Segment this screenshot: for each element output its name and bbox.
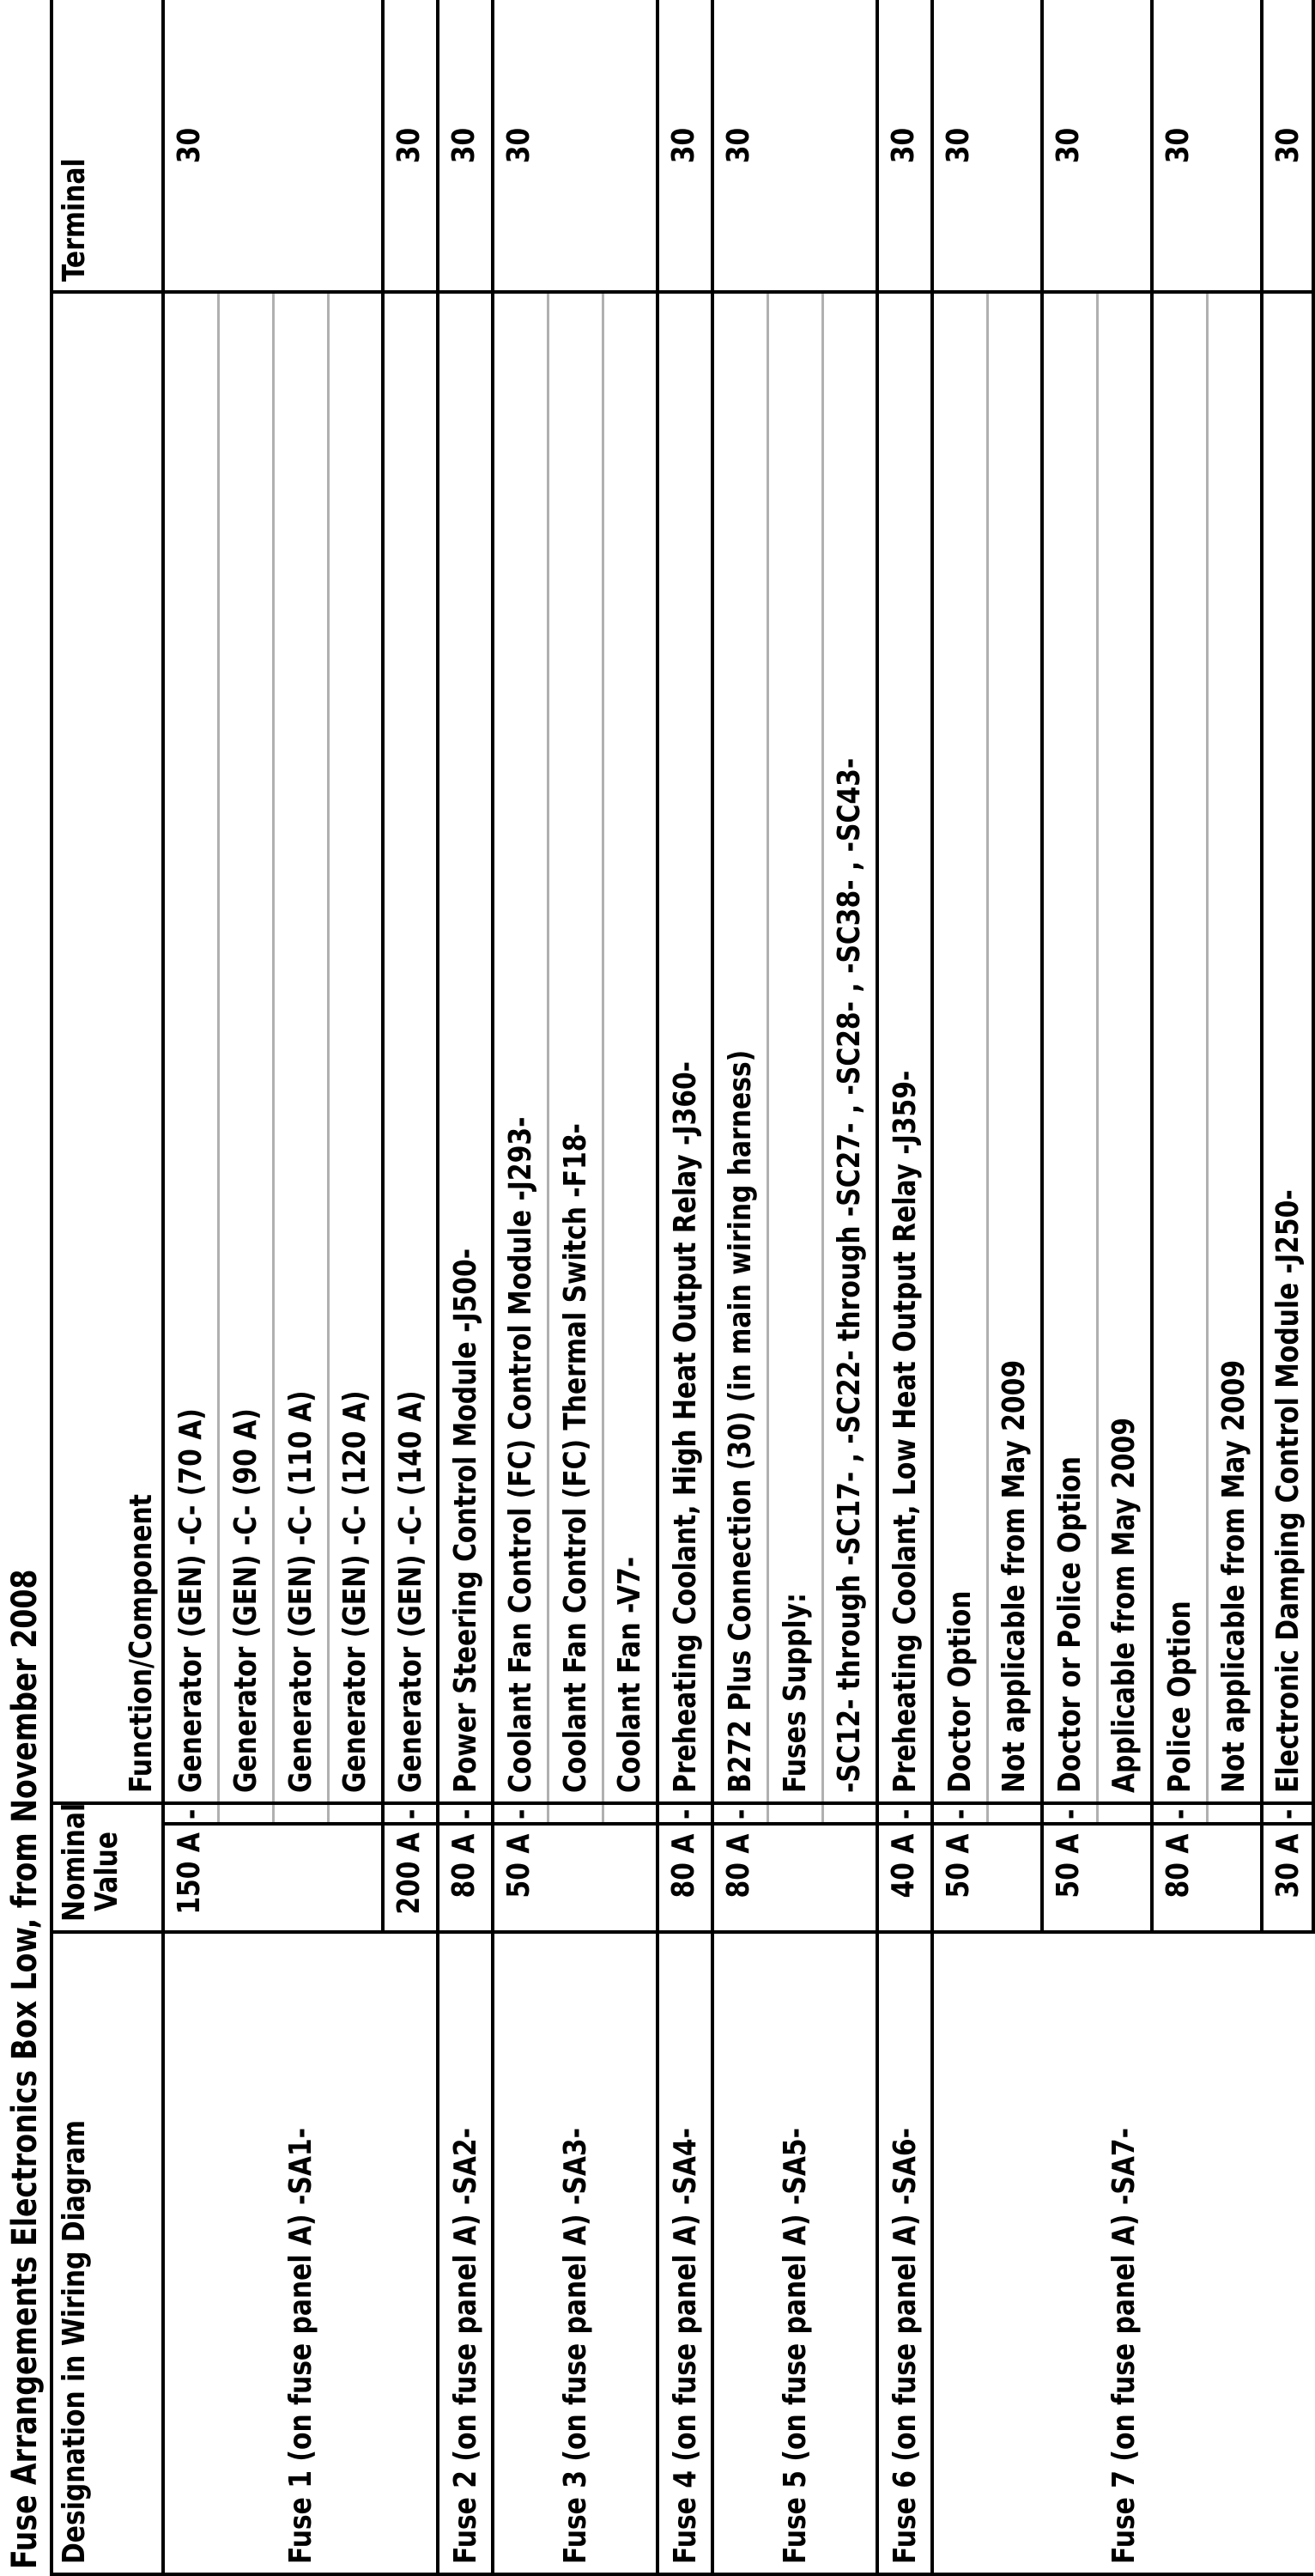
function-component: Generator (GEN) -C- (120 A) <box>328 292 383 1803</box>
table-row <box>438 0 493 2574</box>
row-separator: - <box>1152 1803 1207 1824</box>
function-component: Preheating Coolant, High Heat Output Relay -J360- <box>658 292 712 1803</box>
table-row <box>658 0 712 2574</box>
fuse-designation: Fuse 4 (on fuse panel A) -SA4- <box>658 1932 712 2574</box>
function-component: Coolant Fan Control (FC) Control Module -J293- <box>493 292 548 1803</box>
table-header-row <box>52 0 163 2574</box>
header-nominal-value: Nominal Value <box>52 1803 163 1932</box>
table-row <box>712 0 767 2574</box>
nominal-value: 50 A <box>493 1824 658 1932</box>
page-title: Fuse Arrangements Electronics Box Low, from November 2008 <box>5 1569 45 2569</box>
row-separator <box>767 1803 822 1824</box>
header-function: Function/Component <box>52 292 163 1803</box>
fuse-designation: Fuse 5 (on fuse panel A) -SA5- <box>712 1932 877 2574</box>
terminal-value: 30 <box>1042 0 1152 292</box>
function-component: Electronic Damping Control Module -J250- <box>1262 292 1313 1803</box>
row-separator <box>548 1803 603 1824</box>
nominal-value: 150 A <box>163 1824 383 1932</box>
row-separator <box>328 1803 383 1824</box>
function-component: -SC12- through -SC17- , -SC22- through -SC27- , -SC28- , -SC38- , -SC43- <box>822 292 877 1803</box>
terminal-value: 30 <box>163 0 383 292</box>
fuse-designation: Fuse 2 (on fuse panel A) -SA2- <box>438 1932 493 2574</box>
row-separator <box>987 1803 1042 1824</box>
table-body <box>163 0 1313 2574</box>
row-separator: - <box>712 1803 767 1824</box>
nominal-value: 40 A <box>877 1824 932 1932</box>
terminal-value: 30 <box>877 0 932 292</box>
table-row <box>877 0 932 2574</box>
fuse-table <box>50 0 1315 2576</box>
function-component: Coolant Fan -V7- <box>603 292 658 1803</box>
terminal-value: 30 <box>658 0 712 292</box>
function-component: Coolant Fan Control (FC) Thermal Switch -F18- <box>548 292 603 1803</box>
table-row <box>932 0 987 2574</box>
row-separator: - <box>163 1803 218 1824</box>
table-row <box>493 0 548 2574</box>
function-component: Not applicable from May 2009 <box>1207 292 1262 1803</box>
function-component: Doctor Option <box>932 292 987 1803</box>
row-separator <box>1207 1803 1262 1824</box>
terminal-value: 30 <box>712 0 877 292</box>
function-component: Generator (GEN) -C- (90 A) <box>218 292 273 1803</box>
row-separator <box>822 1803 877 1824</box>
nominal-value: 50 A <box>932 1824 1042 1932</box>
nominal-value: 30 A <box>1262 1824 1313 1932</box>
nominal-value: 200 A <box>383 1824 438 1932</box>
function-component: Generator (GEN) -C- (140 A) <box>383 292 438 1803</box>
nominal-value: 80 A <box>438 1824 493 1932</box>
row-separator: - <box>1042 1803 1097 1824</box>
fuse-designation: Fuse 1 (on fuse panel A) -SA1- <box>163 1932 438 2574</box>
nominal-value: 80 A <box>1152 1824 1262 1932</box>
terminal-value: 30 <box>383 0 438 292</box>
row-separator <box>273 1803 328 1824</box>
row-separator <box>603 1803 658 1824</box>
terminal-value: 30 <box>438 0 493 292</box>
function-component: Fuses Supply: <box>767 292 822 1803</box>
row-separator: - <box>438 1803 493 1824</box>
function-component: Applicable from May 2009 <box>1097 292 1152 1803</box>
terminal-value: 30 <box>932 0 1042 292</box>
nominal-value: 50 A <box>1042 1824 1152 1932</box>
table-row <box>163 0 218 2574</box>
terminal-value: 30 <box>493 0 658 292</box>
fuse-designation: Fuse 7 (on fuse panel A) -SA7- <box>932 1932 1313 2574</box>
row-separator: - <box>877 1803 932 1824</box>
header-terminal: Terminal <box>52 0 163 292</box>
nominal-value: 80 A <box>712 1824 877 1932</box>
row-separator: - <box>658 1803 712 1824</box>
function-component: Doctor or Police Option <box>1042 292 1097 1803</box>
function-component: B272 Plus Connection (30) (in main wiring harness) <box>712 292 767 1803</box>
row-separator: - <box>932 1803 987 1824</box>
fuse-designation: Fuse 3 (on fuse panel A) -SA3- <box>493 1932 658 2574</box>
nominal-value: 80 A <box>658 1824 712 1932</box>
terminal-value: 30 <box>1262 0 1313 292</box>
function-component: Police Option <box>1152 292 1207 1803</box>
function-component: Generator (GEN) -C- (70 A) <box>163 292 218 1803</box>
row-separator: - <box>383 1803 438 1824</box>
row-separator: - <box>1262 1803 1313 1824</box>
function-component: Not applicable from May 2009 <box>987 292 1042 1803</box>
row-separator <box>1097 1803 1152 1824</box>
row-separator: - <box>493 1803 548 1824</box>
row-separator <box>218 1803 273 1824</box>
header-designation: Designation in Wiring Diagram <box>52 1932 163 2574</box>
terminal-value: 30 <box>1152 0 1262 292</box>
function-component: Power Steering Control Module -J500- <box>438 292 493 1803</box>
function-component: Generator (GEN) -C- (110 A) <box>273 292 328 1803</box>
fuse-designation: Fuse 6 (on fuse panel A) -SA6- <box>877 1932 932 2574</box>
function-component: Preheating Coolant, Low Heat Output Relay -J359- <box>877 292 932 1803</box>
